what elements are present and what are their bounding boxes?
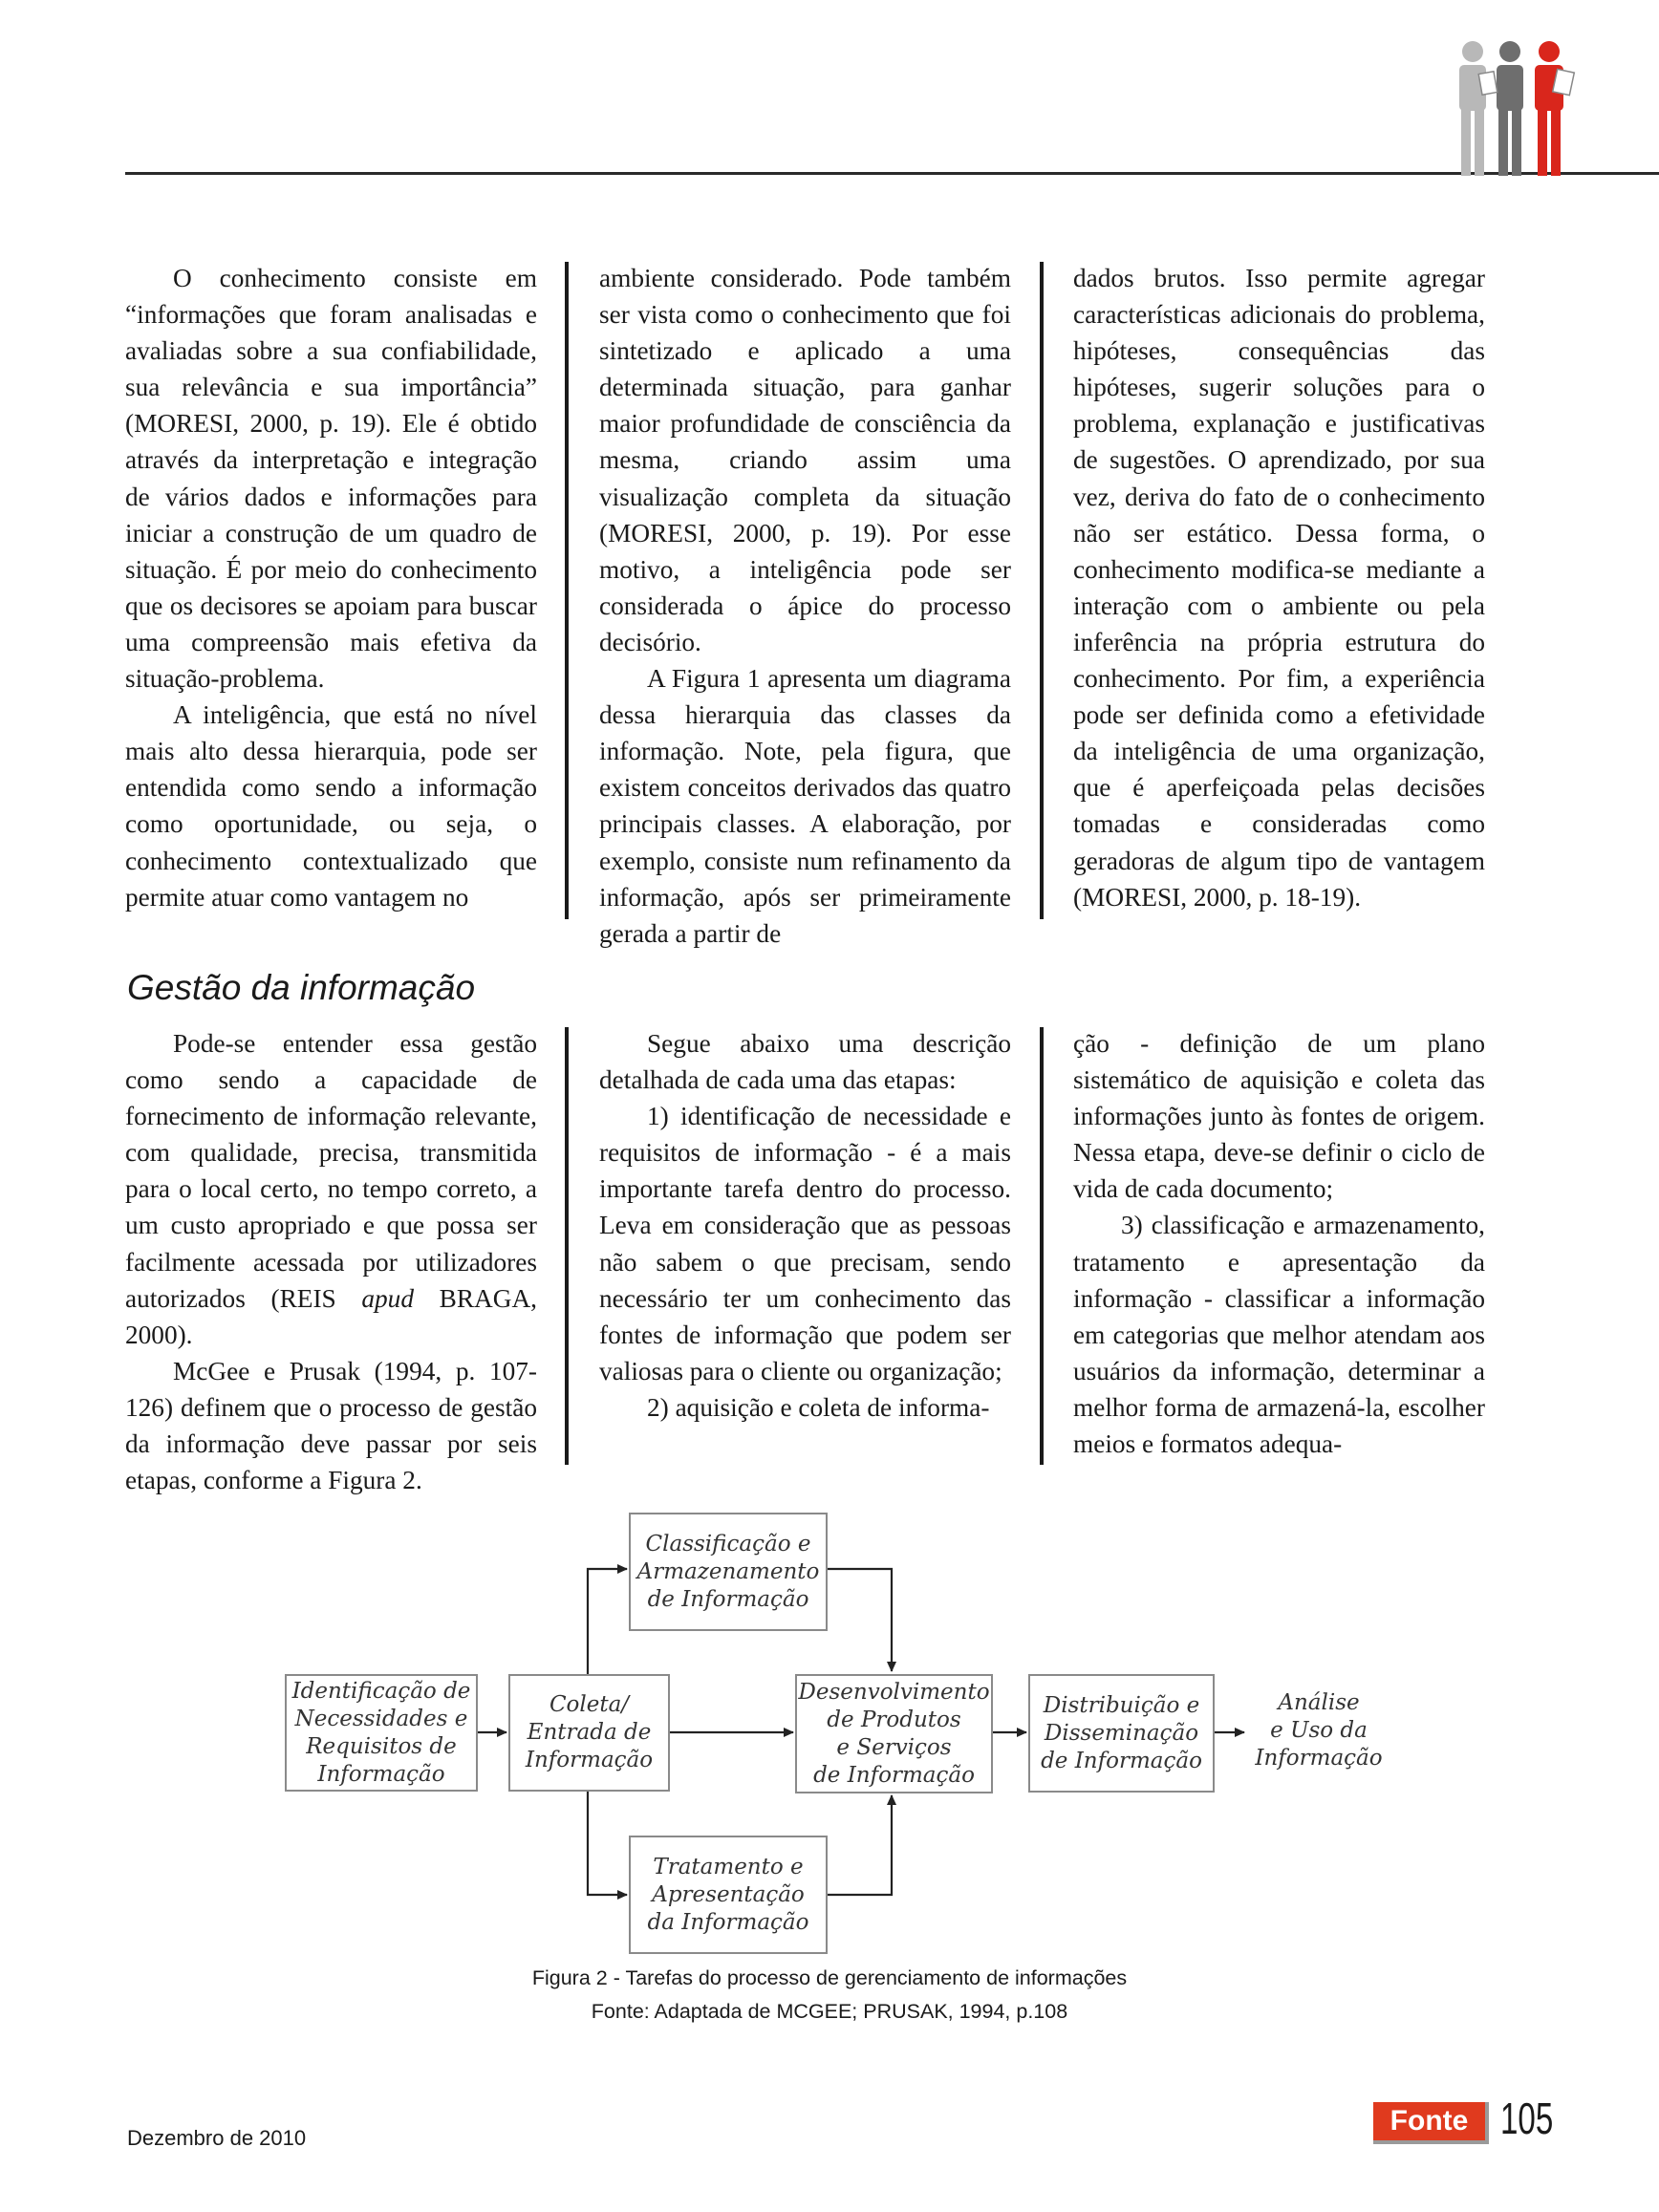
text-column-3 — [1073, 1025, 1485, 1462]
column-divider — [1040, 1027, 1044, 1465]
figure-source: Fonte: Adaptada de MCGEE; PRUSAK, 1994, p.108 — [591, 2000, 1068, 2023]
paragraph: A inteligência, que está no nível mais alto dessa hierarquia, pode ser entendida como sendo a informação como oportunidade, ou seja, o conhecimento contextualizado que permite atuar como vantagem no — [125, 700, 537, 912]
text-column-2 — [599, 260, 1011, 952]
step-tratamento: Tratamento e Apresentação da Informação — [629, 1836, 828, 1954]
paragraph: Pode-se entender essa gestão como sendo a capacidade de fornecimento de informação relevante, com qualidade, precisa, transmitida para o local certo, no tempo correto, a um custo apropriado e que possa ser facilmente acessada por utilizadores autorizados (REIS apud BRAGA, 2000). — [125, 1029, 537, 1349]
magazine-logo: Fonte — [1373, 2102, 1489, 2144]
paragraph: dados brutos. Isso permite agregar características adicionais do problema, hipóteses, consequências das hipóteses, sugerir soluções para o problema, explanação e justificativas de sugestões. O aprendizado, por sua vez, deriva do fato de o conhecimento não ser estático. Dessa forma, o conhecimento modifica-se mediante a interação com o ambiente ou pela inferência na própria estrutura do conhecimento. Por fim, a experiência pode ser definida como a efetividade da inteligência de uma organização, que é aperfeiçoada pelas decisões tomadas e consideradas como geradoras de algum tipo de vantagem (MORESI, 2000, p. 18-19). — [1073, 264, 1485, 912]
text-column-2 — [599, 1025, 1011, 1426]
step-identificacao: Identificação de Necessidades e Requisitos de Informação — [285, 1674, 478, 1792]
text-column-1 — [125, 1025, 537, 1498]
people-logo-icon — [1448, 38, 1591, 177]
paragraph: ção - definição de um plano sistemático de aquisição e coleta das informações junto às fontes de origem. Nessa etapa, deve-se definir o ciclo de vida de cada documento; — [1073, 1029, 1485, 1204]
paragraph: ambiente considerado. Pode também ser vista como o conhecimento que foi sintetizado e aplicado a uma determinada situação, para ganhar maior profundidade de consciência da mesma, criando assim uma visualização completa da situação (MORESI, 2000, p. 19). Por esse motivo, a inteligência pode ser considerada o ápice do processo decisório. — [599, 264, 1011, 656]
figure-caption: Figura 2 - Tarefas do processo de gerenciamento de informações — [531, 1966, 1128, 1989]
paragraph: McGee e Prusak (1994, p. 107-126) definem que o processo de gestão da informação deve passar por seis etapas, conforme a Figura 2. — [125, 1356, 537, 1495]
paragraph: 2) aquisição e coleta de informa- — [647, 1392, 990, 1422]
step-analise-uso: Análise e Uso da Informação — [1255, 1690, 1383, 1771]
italic-term: apud — [361, 1283, 414, 1313]
section-heading: Gestão da informação — [127, 968, 476, 1007]
step-distribuicao: Distribuição e Disseminação de Informação — [1028, 1674, 1215, 1793]
step-desenvolvimento: Desenvolvimento de Produtos e Serviços de Informação — [795, 1674, 993, 1793]
step-classificacao: Classificação e Armazenamento de Informação — [629, 1513, 828, 1631]
issue-date: Dezembro de 2010 — [127, 2126, 307, 2150]
paragraph: 1) identificação de necessidade e requisitos de informação - é a mais importante tarefa dentro do processo. Leva em consideração que as pessoas não sabem o que precisam, sendo necessário ter um conhecimento das fontes de informação que podem ser valiosas para o cliente ou organização; — [599, 1102, 1011, 1385]
paragraph: A Figura 1 apresenta um diagrama dessa hierarquia das classes da informação. Note, pela figura, que existem conceitos derivados das quatro principais classes. A elaboração, por exemplo, consiste num refinamento da informação, após ser primeiramente gerada a partir de — [599, 664, 1011, 948]
column-divider — [565, 1027, 569, 1465]
page-number: 105 — [1500, 2094, 1554, 2143]
text-column-3 — [1073, 260, 1485, 915]
column-divider — [565, 262, 569, 919]
step-coleta: Coleta/ Entrada de Informação — [508, 1674, 670, 1792]
text-column-1 — [125, 260, 537, 915]
column-divider — [1040, 262, 1044, 919]
paragraph: Segue abaixo uma descrição detalhada de cada uma das etapas: — [599, 1029, 1011, 1095]
paragraph: 3) classificação e armazenamento, tratamento e apresentação da informação - classificar a informação em categorias que melhor atendam aos usuários da informação, determinar a melhor forma de armazená-la, escolher meios e formatos adequa- — [1073, 1211, 1485, 1459]
process-diagram — [277, 1505, 1405, 1964]
header-rule — [125, 172, 1659, 175]
paragraph: O conhecimento consiste em “informações que foram analisadas e avaliadas sobre a sua confiabilidade, sua relevância e sua importância” (MORESI, 2000, p. 19). Ele é obtido através da interpretação e integração de vários dados e informações para iniciar a construção de um quadro de situação. É por meio do conhecimento que os decisores se apoiam para buscar uma compreensão mais efetiva da situação-problema. — [125, 264, 537, 694]
